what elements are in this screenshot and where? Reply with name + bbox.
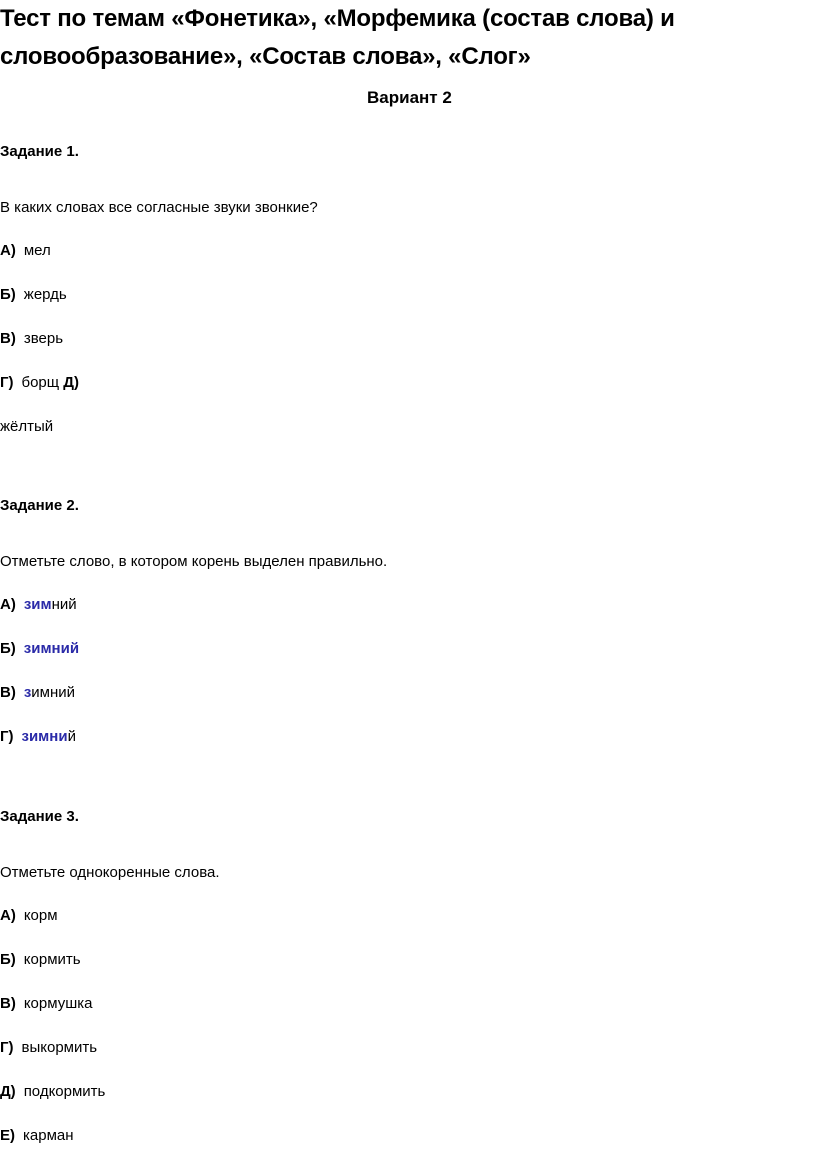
option-label: Д) — [0, 1083, 16, 1100]
task-1-option-c[interactable] — [0, 330, 63, 347]
task-3-option-c[interactable] — [0, 995, 93, 1012]
option-label: В) — [0, 330, 16, 347]
task-1-heading: Задание 1. — [0, 143, 79, 160]
option-text: борщ — [21, 374, 60, 391]
variant-heading: Вариант 2 — [367, 88, 452, 107]
option-label: А) — [0, 907, 16, 924]
task-2-question: Отметьте слово, в котором корень выделен правильно. — [0, 553, 388, 570]
highlighted-root: зимний — [23, 640, 80, 657]
option-e-label: Д) — [63, 374, 79, 391]
word-rest: ний — [51, 596, 77, 613]
option-text: мел — [23, 242, 51, 259]
word-rest: й — [67, 728, 76, 745]
task-2-heading: Задание 2. — [0, 497, 79, 514]
option-label: В) — [0, 995, 16, 1012]
highlighted-root: з — [23, 684, 32, 701]
task-3-option-d[interactable] — [0, 1039, 97, 1056]
option-label: А) — [0, 242, 16, 259]
task-3-heading: Задание 3. — [0, 808, 79, 825]
document-title-line-2: словообразование», «Состав слова», «Слог» — [0, 43, 531, 70]
option-label: В) — [0, 684, 16, 701]
option-label: А) — [0, 596, 16, 613]
word-rest: имний — [31, 684, 76, 701]
task-1-option-d[interactable] — [0, 374, 79, 391]
option-label: Б) — [0, 951, 16, 968]
option-text: кормушка — [23, 995, 93, 1012]
option-label: Е) — [0, 1127, 15, 1144]
task-1-option-e-text[interactable]: жёлтый — [0, 418, 54, 435]
highlighted-root: зим — [23, 596, 52, 613]
highlighted-root: зимни — [21, 728, 68, 745]
option-text: кормить — [23, 951, 81, 968]
option-text: подкормить — [23, 1083, 106, 1100]
option-label: Г) — [0, 728, 14, 745]
task-2-option-c[interactable] — [0, 684, 75, 701]
option-label: Б) — [0, 640, 16, 657]
option-text: жердь — [23, 286, 67, 303]
task-2-option-a[interactable] — [0, 596, 77, 613]
task-2-option-d[interactable] — [0, 728, 76, 745]
task-3-option-a[interactable] — [0, 907, 58, 924]
task-1-question: В каких словах все согласные звуки звонкие? — [0, 199, 318, 216]
task-1-option-a[interactable] — [0, 242, 51, 259]
task-3-option-f[interactable] — [0, 1127, 74, 1144]
task-1-option-b[interactable] — [0, 286, 67, 303]
option-text: выкормить — [21, 1039, 98, 1056]
task-3-option-b[interactable] — [0, 951, 81, 968]
option-text: карман — [23, 1127, 74, 1144]
document-title-line-1: Тест по темам «Фонетика», «Морфемика (состав слова) и — [0, 5, 675, 32]
option-text: зверь — [23, 330, 64, 347]
task-3-option-e[interactable] — [0, 1083, 105, 1100]
option-label: Г) — [0, 374, 14, 391]
task-3-question: Отметьте однокоренные слова. — [0, 864, 220, 881]
task-2-option-b[interactable] — [0, 640, 79, 657]
option-text: корм — [23, 907, 58, 924]
option-label: Б) — [0, 286, 16, 303]
option-label: Г) — [0, 1039, 14, 1056]
